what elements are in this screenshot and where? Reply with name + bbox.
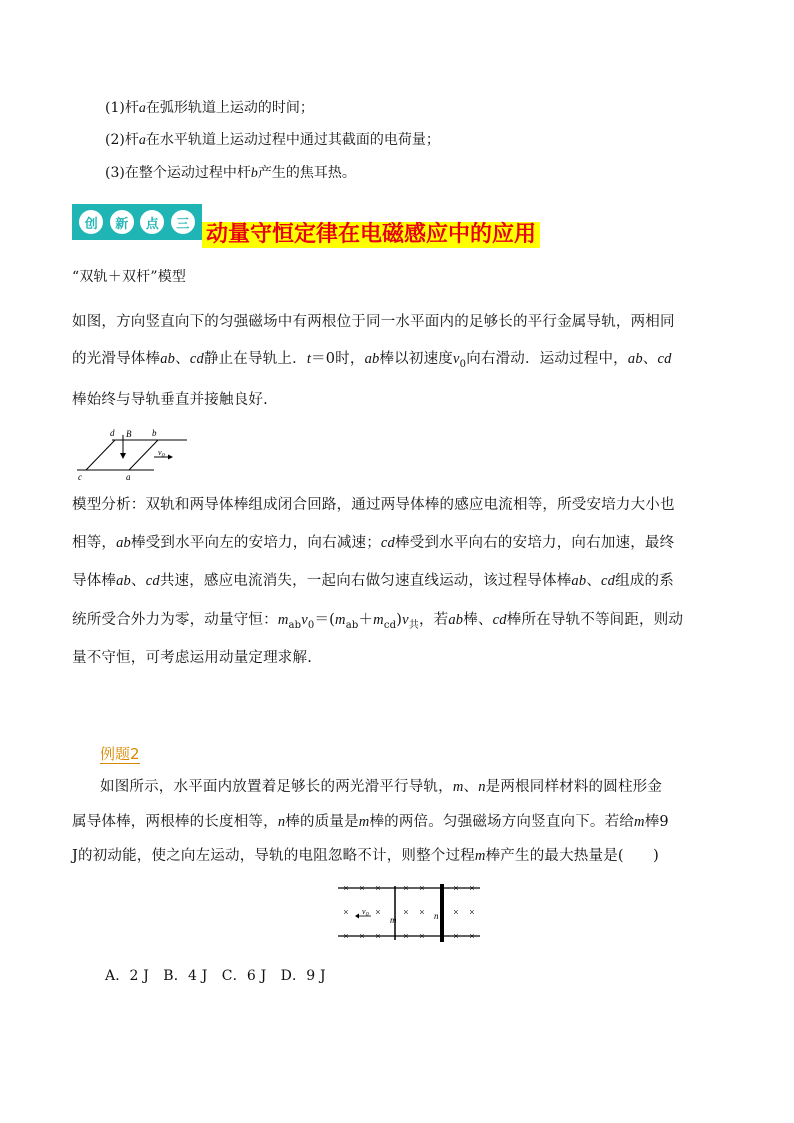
badge-xin: 新 — [110, 210, 134, 234]
analysis-line-4: 统所受合外力为零，动量守恒：$m_{ab}v_0=(m_{ab}+m_{cd})v_共$，若ab棒、cd棒所在导轨不等间距，则动 — [72, 612, 684, 631]
answer-choices: A．2 J B．4 J C．6 J D．9 J — [105, 968, 326, 984]
field-cross: × — [453, 883, 459, 895]
field-cross: × — [359, 883, 365, 895]
fig1-label-a: a — [126, 472, 131, 482]
intro-line-3: 棒始终与导轨垂直并接触良好. — [72, 392, 268, 408]
intro-line-1: 如图，方向竖直向下的匀强磁场中有两根位于同一水平面内的足够长的平行金属导轨，两相同 — [72, 314, 675, 330]
badge-dian: 点 — [140, 210, 164, 234]
figure-magnetic-field — [338, 880, 484, 952]
field-cross: × — [453, 931, 459, 943]
field-cross: × — [403, 907, 409, 919]
field-cross: × — [375, 883, 381, 895]
field-cross: × — [403, 931, 409, 943]
question-2: (2)杆a在水平轨道上运动过程中通过其截面的电荷量； — [105, 132, 440, 148]
figure-rails-rods — [72, 425, 192, 485]
field-cross: × — [469, 907, 475, 919]
field-cross: × — [375, 907, 381, 919]
fig2-label-v0: $v_0$ — [362, 907, 369, 918]
example-line-3: J的初动能，使之向左运动，导轨的电阻忽略不计，则整个过程m棒产生的最大热量是( ) — [72, 848, 660, 864]
analysis-line-5: 量不守恒，可考虑运用动量定理求解. — [72, 650, 313, 666]
field-cross: × — [403, 883, 409, 895]
field-cross: × — [469, 883, 475, 895]
field-cross: × — [419, 931, 425, 943]
fig1-label-b: b — [152, 428, 157, 438]
analysis-line-2: 相等，ab棒受到水平向左的安培力，向右减速；cd棒受到水平向右的安培力，向右加速，最终 — [72, 535, 675, 551]
badge-chuang: 创 — [79, 210, 103, 234]
field-cross: × — [359, 931, 365, 943]
example-label: 例题2 — [100, 745, 140, 763]
intro-line-2: 的光滑导体棒ab、cd静止在导轨上．t＝0时，ab棒以初速度$v_0$向右滑动．运动过程中，ab、cd — [72, 351, 672, 370]
question-3: (3)在整个运动过程中杆b产生的焦耳热。 — [105, 165, 356, 181]
fig1-label-v0: $v_0$ — [158, 448, 165, 459]
field-cross: × — [343, 907, 349, 919]
field-cross: × — [469, 931, 475, 943]
fig2-label-m: m — [390, 915, 397, 925]
badge-san: 三 — [171, 210, 195, 234]
fig1-label-d: d — [110, 428, 115, 438]
fig1-label-B: B — [126, 429, 132, 439]
field-cross: × — [343, 931, 349, 943]
section-title: 动量守恒定律在电磁感应中的应用 — [202, 222, 540, 248]
field-cross: × — [419, 883, 425, 895]
section-banner — [72, 204, 202, 240]
field-cross: × — [453, 907, 459, 919]
analysis-line-3: 导体棒ab、cd共速，感应电流消失，一起向右做匀速直线运动，该过程导体棒ab、cd组成的系 — [72, 573, 674, 589]
question-1: (1)杆a在弧形轨道上运动的时间； — [105, 100, 314, 116]
example-line-2: 属导体棒，两根棒的长度相等，n棒的质量是m棒的两倍。匀强磁场方向竖直向下。若给m棒9 — [72, 814, 669, 830]
fig1-label-c: c — [78, 472, 82, 482]
example-line-1: 如图所示，水平面内放置着足够长的两光滑平行导轨，m、n是两根同样材料的圆柱形金 — [100, 779, 663, 795]
model-name: “双轨＋双杆”模型 — [72, 269, 187, 285]
field-cross: × — [419, 907, 425, 919]
field-cross: × — [375, 931, 381, 943]
fig2-label-n: n — [434, 911, 439, 921]
analysis-line-1: 模型分析：双轨和两导体棒组成闭合回路，通过两导体棒的感应电流相等，所受安培力大小也 — [72, 497, 675, 513]
field-cross: × — [343, 883, 349, 895]
